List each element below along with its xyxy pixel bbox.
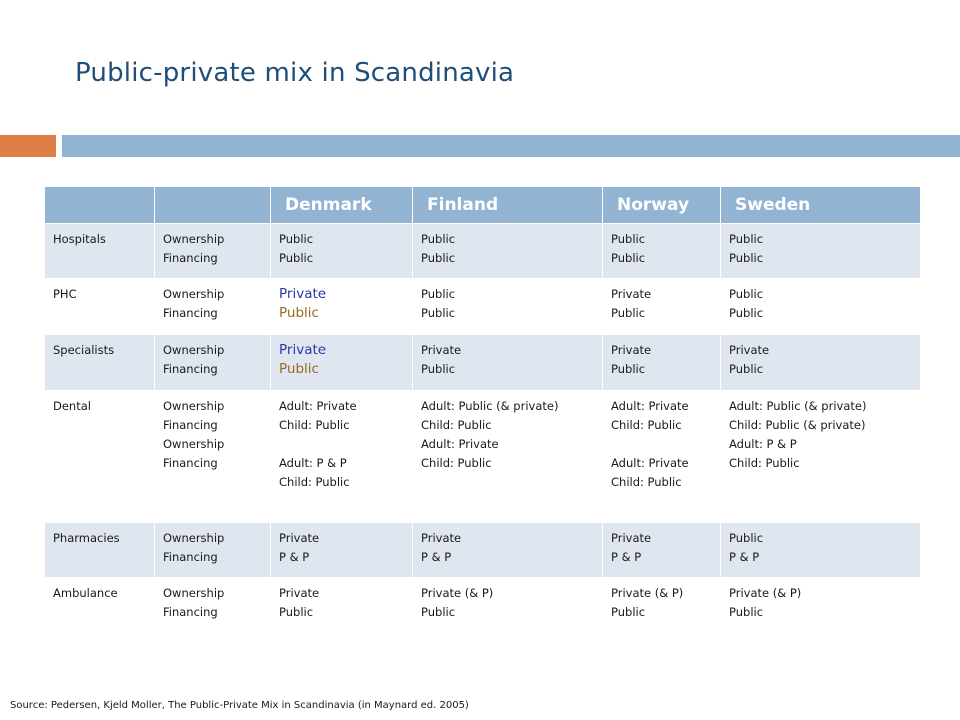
table-row-pharmacies bbox=[45, 523, 921, 578]
cell-norway: Adult: Private Child: Public Adult: Private Child: Public bbox=[603, 391, 721, 523]
cell-finland: Public Public bbox=[413, 224, 603, 279]
service-label: Ambulance bbox=[45, 578, 155, 658]
cell-finland: Private (& P) Public bbox=[413, 578, 603, 658]
header-norway: Norway bbox=[603, 187, 721, 224]
header-sweden: Sweden bbox=[721, 187, 921, 224]
dimension-cell: Ownership Financing Ownership Financing bbox=[155, 391, 271, 523]
cell-sweden: Public P & P bbox=[721, 523, 921, 578]
cell-sweden: Public Public bbox=[721, 224, 921, 279]
source-citation: Source: Pedersen, Kjeld Moller, The Public-Private Mix in Scandinavia (in Maynard ed. 2005) bbox=[10, 700, 469, 711]
header-denmark: Denmark bbox=[271, 187, 413, 224]
dimension-cell: Ownership Financing bbox=[155, 279, 271, 335]
service-label: Hospitals bbox=[45, 224, 155, 279]
cell-sweden: Private Public bbox=[721, 335, 921, 391]
cell-finland: Private Public bbox=[413, 335, 603, 391]
dimension-cell: Ownership Financing bbox=[155, 523, 271, 578]
cell-denmark: Private P & P bbox=[271, 523, 413, 578]
cell-sweden: Adult: Public (& private) Child: Public (& private) Adult: P & P Child: Public bbox=[721, 391, 921, 523]
accent-bar-blue bbox=[62, 135, 960, 157]
service-label: Specialists bbox=[45, 335, 155, 391]
cell-sweden: Public Public bbox=[721, 279, 921, 335]
cell-norway: Private Public bbox=[603, 335, 721, 391]
dimension-cell: Ownership Financing bbox=[155, 578, 271, 658]
header-dimension bbox=[155, 187, 271, 224]
table-row-hospitals bbox=[45, 224, 921, 279]
table-header-row bbox=[45, 187, 921, 224]
table-row-phc bbox=[45, 279, 921, 335]
cell-finland: Public Public bbox=[413, 279, 603, 335]
service-label: Pharmacies bbox=[45, 523, 155, 578]
cell-norway: Private (& P) Public bbox=[603, 578, 721, 658]
highlight-private: Private bbox=[279, 342, 327, 358]
cell-norway: Private P & P bbox=[603, 523, 721, 578]
cell-denmark: Private Public bbox=[271, 578, 413, 658]
cell-denmark: Adult: Private Child: Public Adult: P & P Child: Public bbox=[271, 391, 413, 523]
table-row-dental bbox=[45, 391, 921, 523]
cell-norway: Public Public bbox=[603, 224, 721, 279]
accent-bar-orange bbox=[0, 135, 56, 157]
service-label: PHC bbox=[45, 279, 155, 335]
dimension-cell: Ownership Financing bbox=[155, 335, 271, 391]
highlight-private: Private bbox=[279, 286, 327, 302]
service-label: Dental bbox=[45, 391, 155, 523]
cell-sweden: Private (& P) Public bbox=[721, 578, 921, 658]
cell-denmark bbox=[271, 279, 413, 335]
page-title: Public-private mix in Scandinavia bbox=[75, 58, 515, 88]
dimension-cell: Ownership Financing bbox=[155, 224, 271, 279]
cell-finland: Adult: Public (& private) Child: Public Adult: Private Child: Public bbox=[413, 391, 603, 523]
highlight-public: Public bbox=[279, 361, 319, 377]
header-finland: Finland bbox=[413, 187, 603, 224]
cell-denmark: Public Public bbox=[271, 224, 413, 279]
cell-norway: Private Public bbox=[603, 279, 721, 335]
cell-finland: Private P & P bbox=[413, 523, 603, 578]
cell-denmark bbox=[271, 335, 413, 391]
public-private-table bbox=[44, 186, 921, 658]
table-row-specialists bbox=[45, 335, 921, 391]
table-row-ambulance bbox=[45, 578, 921, 658]
highlight-public: Public bbox=[279, 305, 319, 321]
header-service bbox=[45, 187, 155, 224]
